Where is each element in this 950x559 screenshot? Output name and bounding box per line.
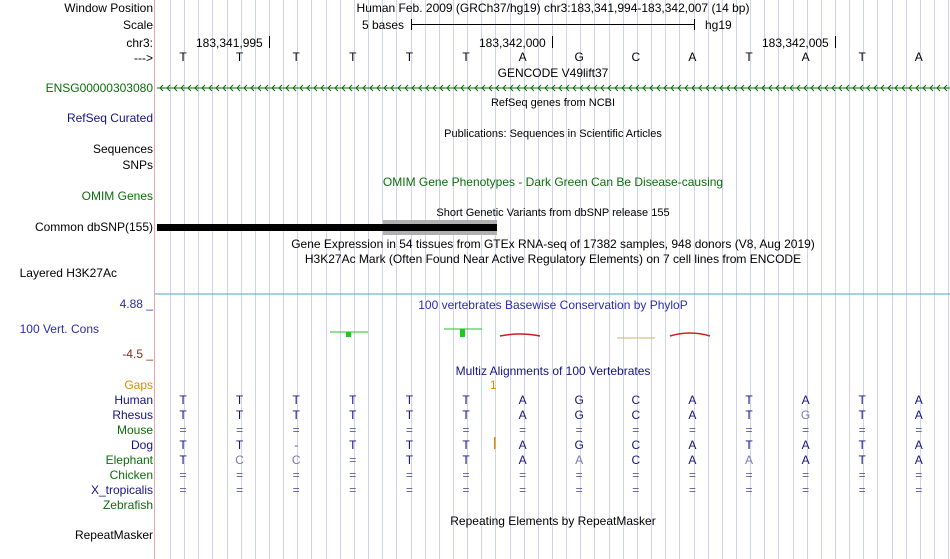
dog-gap-marker bbox=[494, 437, 496, 449]
aligned-base: = bbox=[519, 483, 527, 497]
aligned-base: T bbox=[349, 438, 357, 452]
aligned-base: T bbox=[405, 393, 414, 407]
reference-base: T bbox=[179, 50, 187, 64]
aligned-base: T bbox=[179, 453, 187, 467]
aligned-base: T bbox=[462, 393, 470, 407]
aligned-base: A bbox=[801, 453, 810, 467]
reference-base: A bbox=[688, 50, 697, 64]
gaps-label[interactable]: Gaps bbox=[124, 378, 153, 392]
repeatmasker-label[interactable]: RepeatMasker bbox=[74, 528, 153, 542]
aligned-base: G bbox=[574, 438, 584, 452]
aligned-base: = bbox=[632, 483, 640, 497]
aligned-base: = bbox=[858, 483, 866, 497]
aligned-base: T bbox=[745, 393, 753, 407]
aligned-base: T bbox=[349, 408, 357, 422]
aligned-base: T bbox=[858, 438, 866, 452]
aligned-base: = bbox=[915, 423, 923, 437]
aligned-base: A bbox=[914, 438, 923, 452]
aligned-base: = bbox=[688, 423, 696, 437]
aligned-base: = bbox=[462, 423, 470, 437]
aligned-base: = bbox=[292, 423, 300, 437]
aligned-base: C bbox=[631, 438, 641, 452]
aligned-base: C bbox=[631, 393, 641, 407]
aligned-base: = bbox=[405, 468, 413, 482]
aligned-base: C bbox=[631, 453, 641, 467]
reference-base: T bbox=[405, 50, 414, 64]
species-label-zebrafish[interactable]: Zebrafish bbox=[102, 498, 153, 512]
aligned-base: = bbox=[575, 468, 583, 482]
aligned-base: A bbox=[688, 408, 697, 422]
dbsnp-variant-gray-bottom bbox=[383, 231, 497, 235]
reference-base: A bbox=[914, 50, 923, 64]
conservation-max-label: 4.88 _ bbox=[119, 297, 153, 311]
refseq-track-title[interactable]: RefSeq genes from NCBI bbox=[490, 97, 616, 109]
reference-base: T bbox=[745, 50, 753, 64]
aligned-base: T bbox=[235, 408, 244, 422]
aligned-base: = bbox=[688, 483, 696, 497]
layered-h3k27ac-label[interactable]: Layered H3K27Ac bbox=[19, 266, 117, 280]
aligned-base: = bbox=[405, 423, 413, 437]
aligned-base: T bbox=[179, 393, 187, 407]
reference-base: T bbox=[235, 50, 244, 64]
aligned-base: = bbox=[858, 423, 866, 437]
omim-track-title[interactable]: OMIM Gene Phenotypes - Dark Green Can Be Disease-causing bbox=[382, 175, 724, 189]
aligned-base: T bbox=[349, 393, 357, 407]
aligned-base: = bbox=[745, 423, 753, 437]
aligned-base: C bbox=[291, 453, 301, 467]
vert-cons-label[interactable]: 100 Vert. Cons bbox=[19, 322, 99, 336]
aligned-base: = bbox=[915, 483, 923, 497]
aligned-base: A bbox=[801, 393, 810, 407]
common-dbsnp-label[interactable]: Common dbSNP(155) bbox=[34, 220, 153, 234]
aligned-base: = bbox=[519, 468, 527, 482]
aligned-base: A bbox=[575, 453, 584, 467]
aligned-base: A bbox=[518, 453, 527, 467]
window-position-label: Window Position bbox=[64, 1, 153, 15]
scale-label: Scale bbox=[122, 18, 153, 32]
aligned-base: A bbox=[914, 393, 923, 407]
aligned-base: = bbox=[802, 468, 810, 482]
aligned-base: = bbox=[236, 483, 244, 497]
ruler-position-3: 183,342,005 bbox=[762, 36, 829, 50]
aligned-base: = bbox=[858, 468, 866, 482]
aligned-base: - bbox=[294, 438, 299, 452]
aligned-base: = bbox=[575, 483, 583, 497]
aligned-base: A bbox=[914, 453, 923, 467]
gaps-count: 1 bbox=[490, 378, 497, 392]
dbsnp-variant-bar bbox=[157, 224, 497, 231]
aligned-base: = bbox=[349, 423, 357, 437]
aligned-base: = bbox=[349, 483, 357, 497]
aligned-base: = bbox=[179, 483, 187, 497]
aligned-base: T bbox=[858, 453, 866, 467]
aligned-base: T bbox=[235, 393, 244, 407]
species-label-elephant[interactable]: Elephant bbox=[105, 453, 153, 467]
sequences-label[interactable]: Sequences bbox=[92, 142, 153, 156]
aligned-base: A bbox=[518, 408, 527, 422]
aligned-base: A bbox=[518, 393, 527, 407]
aligned-base: = bbox=[575, 423, 583, 437]
aligned-base: C bbox=[235, 453, 244, 467]
aligned-base: = bbox=[462, 483, 470, 497]
aligned-base: = bbox=[519, 423, 527, 437]
aligned-base: = bbox=[349, 468, 357, 482]
aligned-base: T bbox=[462, 438, 470, 452]
aligned-base: = bbox=[236, 423, 244, 437]
aligned-base: T bbox=[292, 408, 300, 422]
reference-base: G bbox=[574, 50, 584, 64]
aligned-base: T bbox=[179, 438, 187, 452]
aligned-base: T bbox=[858, 408, 866, 422]
assembly-text: hg19 bbox=[705, 18, 732, 32]
reference-base: C bbox=[631, 50, 641, 64]
reference-base: T bbox=[858, 50, 866, 64]
aligned-base: = bbox=[236, 468, 244, 482]
aligned-base: T bbox=[179, 408, 187, 422]
ensg-label[interactable]: ENSG00000303080 bbox=[45, 81, 153, 95]
reference-base: A bbox=[801, 50, 810, 64]
position-title: Human Feb. 2009 (GRCh37/hg19) chr3:183,341,994-183,342,007 (14 bp) bbox=[356, 1, 750, 15]
aligned-base: T bbox=[858, 393, 866, 407]
aligned-base: T bbox=[405, 453, 414, 467]
phylop-red-1 bbox=[500, 334, 540, 336]
species-label-human[interactable]: Human bbox=[114, 393, 153, 407]
aligned-base: = bbox=[745, 468, 753, 482]
aligned-base: A bbox=[801, 438, 810, 452]
aligned-base: = bbox=[802, 423, 810, 437]
aligned-base: T bbox=[405, 408, 414, 422]
conservation-min-label: -4.5 _ bbox=[122, 347, 153, 361]
aligned-base: T bbox=[405, 438, 414, 452]
aligned-base: = bbox=[405, 483, 413, 497]
aligned-base: = bbox=[349, 453, 357, 467]
species-label-dog[interactable]: Dog bbox=[130, 438, 153, 452]
aligned-base: T bbox=[745, 438, 753, 452]
species-label-chicken[interactable]: Chicken bbox=[109, 468, 153, 482]
aligned-base: T bbox=[745, 408, 753, 422]
h3k27ac-track-title[interactable]: H3K27Ac Mark (Often Found Near Active Regulatory Elements) on 7 cell lines from ENCODE bbox=[304, 252, 802, 266]
aligned-base: G bbox=[574, 393, 584, 407]
reference-base: A bbox=[518, 50, 527, 64]
aligned-base: = bbox=[632, 423, 640, 437]
aligned-base: = bbox=[745, 483, 753, 497]
aligned-base: G bbox=[800, 408, 811, 422]
aligned-base: = bbox=[179, 423, 187, 437]
aligned-base: T bbox=[292, 393, 300, 407]
aligned-base: T bbox=[235, 438, 244, 452]
aligned-base: A bbox=[688, 438, 697, 452]
aligned-base: = bbox=[688, 468, 696, 482]
aligned-base: = bbox=[462, 468, 470, 482]
omim-genes-label[interactable]: OMIM Genes bbox=[81, 189, 153, 203]
aligned-base: = bbox=[292, 468, 300, 482]
dbsnp-variant-gray-top bbox=[383, 220, 497, 224]
gencode-track-title[interactable]: GENCODE V49lift37 bbox=[497, 66, 609, 80]
species-label-mouse[interactable]: Mouse bbox=[116, 423, 153, 437]
reference-base: T bbox=[462, 50, 470, 64]
repeatmasker-track-title[interactable]: Repeating Elements by RepeatMasker bbox=[450, 514, 656, 528]
aligned-base: = bbox=[292, 483, 300, 497]
arrow-label: ---> bbox=[134, 51, 153, 65]
reference-base: T bbox=[292, 50, 300, 64]
multiz-track-title[interactable]: Multiz Alignments of 100 Vertebrates bbox=[455, 364, 651, 378]
dbsnp-track-title[interactable]: Short Genetic Variants from dbSNP release 155 bbox=[436, 207, 670, 219]
aligned-base: T bbox=[462, 408, 470, 422]
aligned-base: A bbox=[914, 408, 923, 422]
phylop-red-2 bbox=[670, 333, 710, 336]
aligned-base: G bbox=[574, 408, 584, 422]
scale-bases-text: 5 bases bbox=[362, 18, 405, 32]
aligned-base: = bbox=[179, 468, 187, 482]
aligned-base: A bbox=[688, 393, 697, 407]
ruler-position-2: 183,342,000 bbox=[479, 36, 546, 50]
species-label-rhesus[interactable]: Rhesus bbox=[112, 408, 153, 422]
species-label-x_tropicalis[interactable]: X_tropicalis bbox=[90, 483, 153, 497]
aligned-base: = bbox=[802, 483, 810, 497]
aligned-base: A bbox=[688, 453, 697, 467]
aligned-base: T bbox=[462, 453, 470, 467]
phylop-track-title[interactable]: 100 vertebrates Basewise Conservation by PhyloP bbox=[418, 298, 688, 312]
aligned-base: A bbox=[518, 438, 527, 452]
aligned-base: = bbox=[632, 468, 640, 482]
aligned-base: A bbox=[744, 453, 753, 467]
phylop-green-bar-2 bbox=[460, 329, 465, 337]
chr-label: chr3: bbox=[126, 36, 153, 50]
gtex-track-title[interactable]: Gene Expression in 54 tissues from GTEx RNA-seq of 17382 samples, 948 donors (V8, Aug 2019) bbox=[291, 237, 815, 251]
refseq-curated-label[interactable]: RefSeq Curated bbox=[66, 111, 153, 125]
phylop-green-bar-1 bbox=[346, 332, 351, 337]
aligned-base: = bbox=[915, 468, 923, 482]
publications-track-title[interactable]: Publications: Sequences in Scientific Articles bbox=[444, 128, 662, 140]
aligned-base: C bbox=[631, 408, 641, 422]
snps-label[interactable]: SNPs bbox=[122, 158, 153, 172]
reference-base: T bbox=[349, 50, 357, 64]
ruler-position-1: 183,341,995 bbox=[196, 36, 263, 50]
